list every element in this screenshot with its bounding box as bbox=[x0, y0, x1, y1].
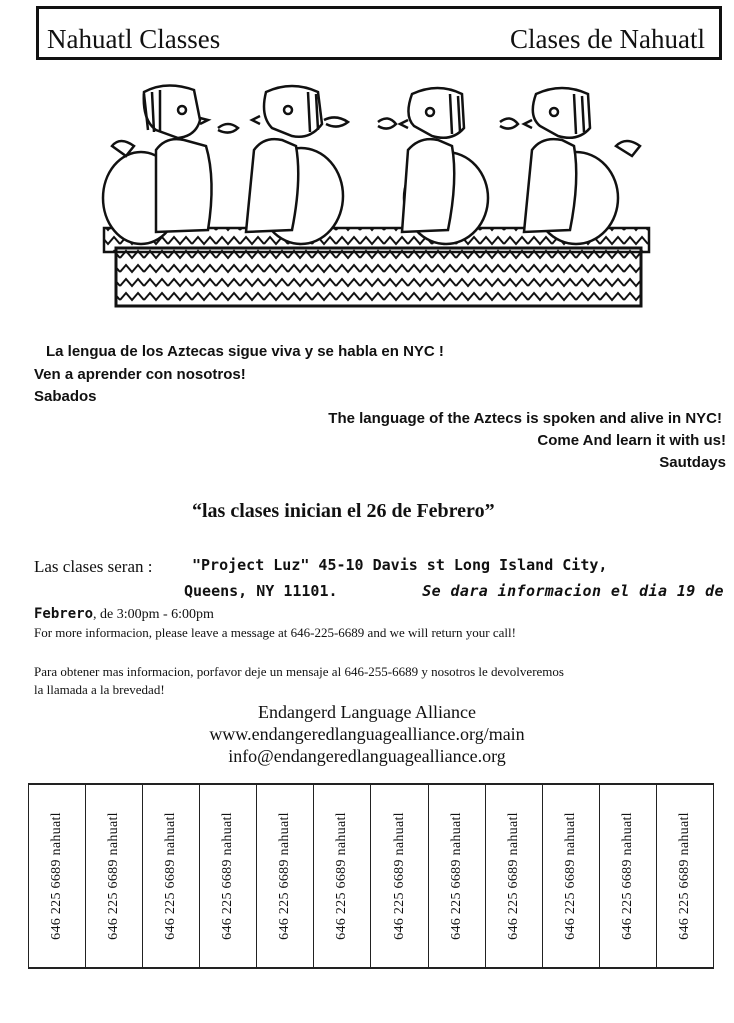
tear-off-tab-text: 646 225 6689 nahuatl bbox=[448, 812, 464, 940]
info-session-text: Se dara informacion el dia 19 de bbox=[422, 582, 724, 600]
info-session-time: , de 3:00pm - 6:00pm bbox=[93, 607, 214, 622]
contact-spanish-note-line-2: la llamada a la brevedad! bbox=[34, 682, 165, 697]
tear-off-tab[interactable] bbox=[314, 785, 371, 967]
organization-website[interactable]: www.endangeredlanguagealliance.org/main bbox=[209, 724, 525, 744]
intro-english-line-2: Come And learn it with us! bbox=[537, 432, 726, 449]
tear-off-tab[interactable] bbox=[657, 785, 714, 967]
start-date-quote: “las clases inician el 26 de Febrero” bbox=[192, 500, 495, 522]
intro-english-line-3: Sautdays bbox=[659, 454, 726, 471]
location-label: Las clases seran : bbox=[34, 557, 153, 576]
tear-off-tab[interactable] bbox=[543, 785, 600, 967]
intro-spanish-line-2: Ven a aprender con nosotros! bbox=[34, 366, 246, 383]
contact-english-note: For more informacion, please leave a message at 646-225-6689 and we will return your call! bbox=[34, 625, 516, 640]
tear-off-strip bbox=[28, 783, 714, 969]
organization-name: Endangerd Language Alliance bbox=[258, 702, 476, 722]
tear-off-tab[interactable] bbox=[257, 785, 314, 967]
location-address-line-2: Queens, NY 11101. bbox=[184, 582, 338, 600]
tear-off-tab-text: 646 225 6689 nahuatl bbox=[676, 812, 692, 940]
location-address-line-1: "Project Luz" 45-10 Davis st Long Island City, bbox=[192, 556, 608, 574]
intro-english-line-1: The language of the Aztecs is spoken and alive in NYC! bbox=[328, 410, 722, 427]
tear-off-tab-text: 646 225 6689 nahuatl bbox=[562, 812, 578, 940]
tear-off-tab[interactable] bbox=[200, 785, 257, 967]
tear-off-tab-text: 646 225 6689 nahuatl bbox=[619, 812, 635, 940]
tear-off-tab-text: 646 225 6689 nahuatl bbox=[334, 812, 350, 940]
tear-off-tab-text: 646 225 6689 nahuatl bbox=[106, 812, 122, 940]
tear-off-tab[interactable] bbox=[143, 785, 200, 967]
title-english: Nahuatl Classes bbox=[47, 24, 221, 54]
tear-off-tab-text: 646 225 6689 nahuatl bbox=[277, 812, 293, 940]
tear-off-tab-text: 646 225 6689 nahuatl bbox=[49, 812, 65, 940]
info-session-month: Febrero bbox=[34, 606, 94, 622]
intro-spanish-line-1: La lengua de los Aztecas sigue viva y se habla en NYC ! bbox=[46, 343, 444, 360]
aztec-figures-illustration bbox=[96, 80, 656, 312]
intro-spanish-line-3: Sabados bbox=[34, 388, 97, 405]
info-session-time-row bbox=[34, 606, 214, 623]
tear-off-tab-text: 646 225 6689 nahuatl bbox=[505, 812, 521, 940]
contact-spanish-note-line-1: Para obtener mas informacion, porfavor deje un mensaje al 646-255-6689 y nosotros le devolveremos bbox=[34, 664, 564, 679]
tear-off-tab[interactable] bbox=[86, 785, 143, 967]
tear-off-tab[interactable] bbox=[371, 785, 428, 967]
tear-off-tab[interactable] bbox=[28, 785, 86, 967]
organization-email[interactable]: info@endangeredlanguagealliance.org bbox=[228, 746, 506, 766]
tear-off-tab-text: 646 225 6689 nahuatl bbox=[220, 812, 236, 940]
tear-off-tab[interactable] bbox=[486, 785, 543, 967]
tear-off-tab-text: 646 225 6689 nahuatl bbox=[391, 812, 407, 940]
title-spanish: Clases de Nahuatl bbox=[510, 24, 705, 54]
title-banner bbox=[36, 6, 722, 60]
tear-off-tab[interactable] bbox=[429, 785, 486, 967]
tear-off-tab[interactable] bbox=[600, 785, 657, 967]
tear-off-tab-text: 646 225 6689 nahuatl bbox=[163, 812, 179, 940]
